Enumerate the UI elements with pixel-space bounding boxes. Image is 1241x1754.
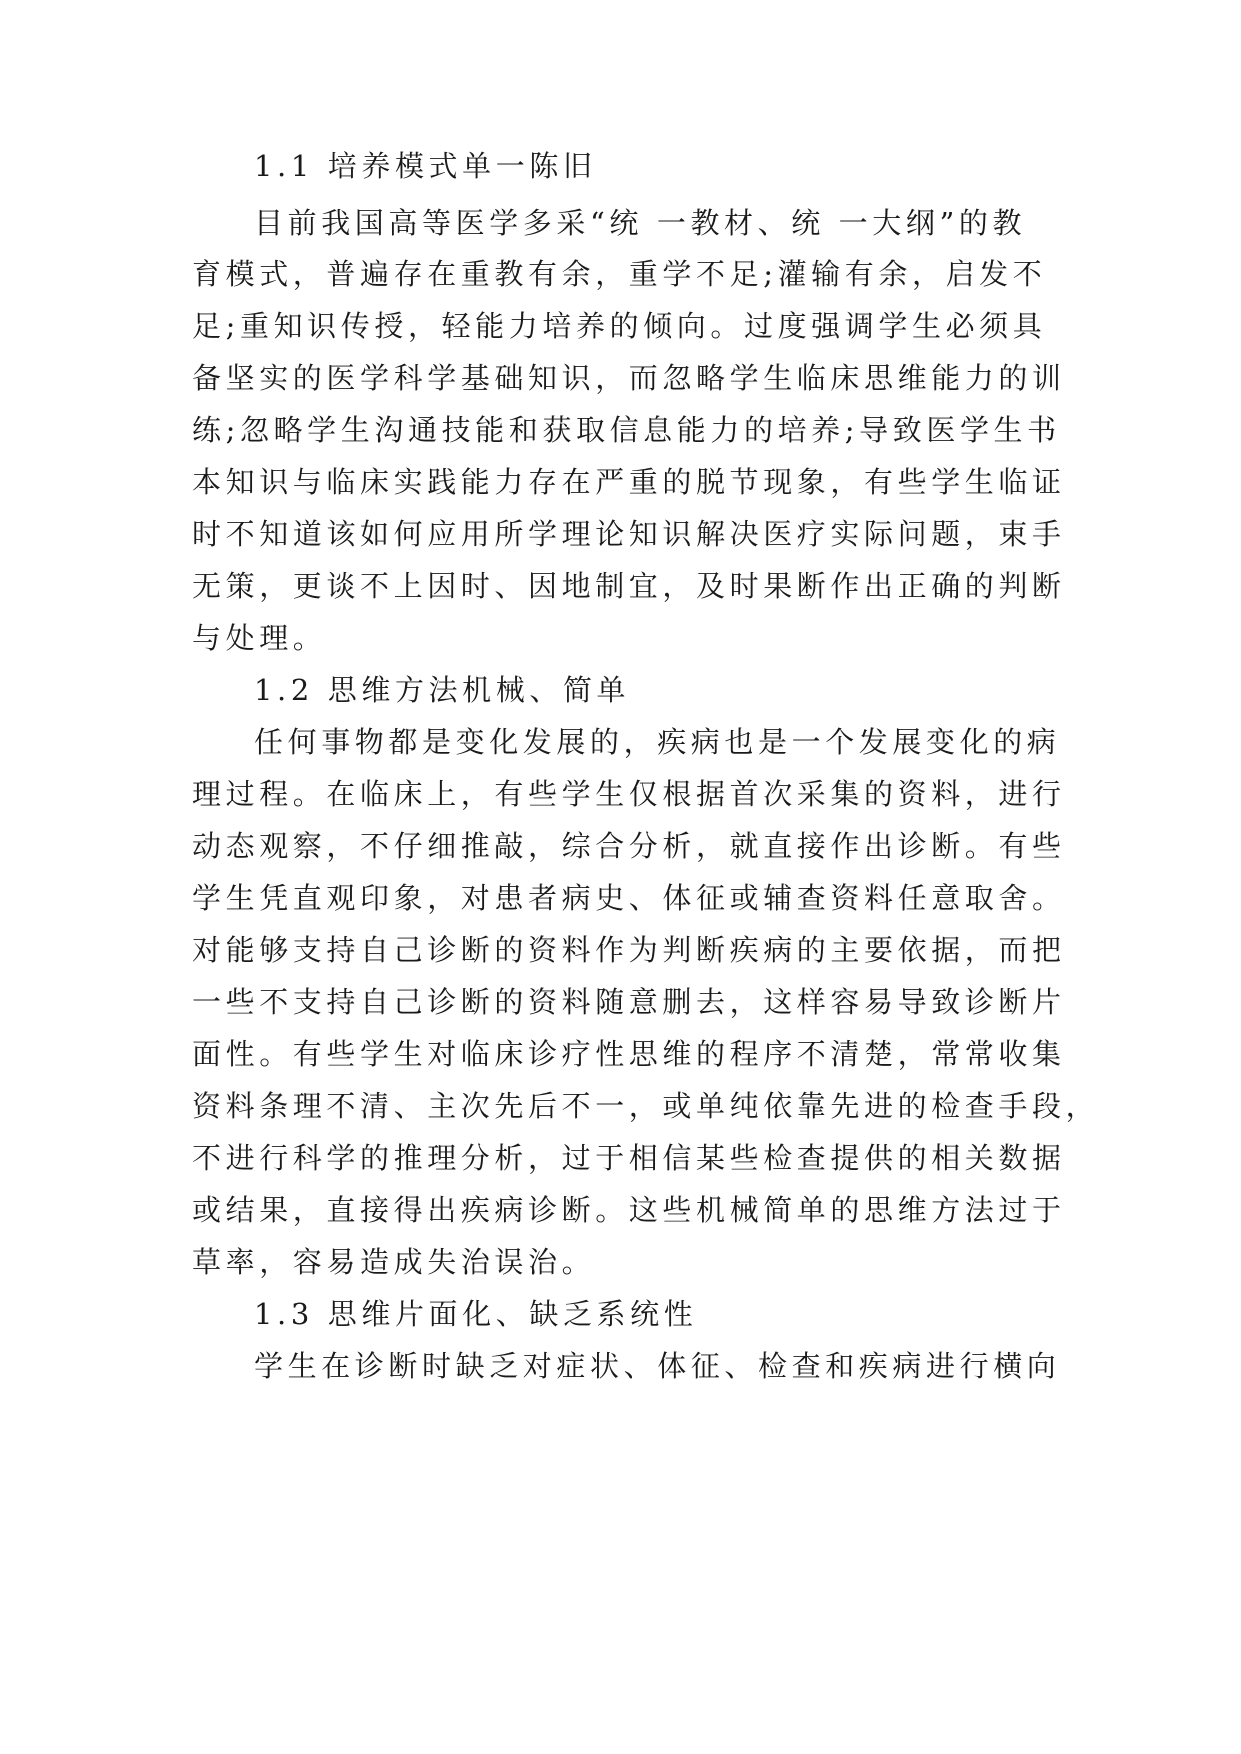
- paragraph-line: 不进行科学的推理分析，过于相信某些检查提供的相关数据: [192, 1141, 1066, 1175]
- paragraph-line: 备坚实的医学科学基础知识，而忽略学生临床思维能力的训: [192, 361, 1066, 395]
- paragraph-line: 育模式，普遍存在重教有余，重学不足;灌输有余，启发不: [192, 257, 1047, 291]
- paragraph-line: 或结果，直接得出疾病诊断。这些机械简单的思维方法过于: [192, 1193, 1066, 1227]
- section-heading-1-3: 1.3 思维片面化、缺乏系统性: [254, 1297, 698, 1331]
- paragraph-line: 动态观察，不仔细推敲，综合分析，就直接作出诊断。有些: [192, 829, 1066, 863]
- paragraph-line: 本知识与临床实践能力存在严重的脱节现象，有些学生临证: [192, 465, 1066, 499]
- paragraph-line: 对能够支持自己诊断的资料作为判断疾病的主要依据，而把: [192, 933, 1066, 967]
- paragraph-line: 资料条理不清、主次先后不一，或单纯依靠先进的检查手段，: [192, 1089, 1100, 1123]
- paragraph-line: 一些不支持自己诊断的资料随意删去，这样容易导致诊断片: [192, 985, 1066, 1019]
- paragraph-line: 学生凭直观印象，对患者病史、体征或辅查资料任意取舍。: [192, 881, 1066, 915]
- paragraph-line: 学生在诊断时缺乏对症状、体征、检查和疾病进行横向: [254, 1349, 1061, 1383]
- paragraph-line: 练;忽略学生沟通技能和获取信息能力的培养;导致医学生书: [192, 413, 1061, 447]
- paragraph-line: 足;重知识传授，轻能力培养的倾向。过度强调学生必须具: [192, 309, 1047, 343]
- paragraph-line: 任何事物都是变化发展的，疾病也是一个发展变化的病: [254, 725, 1061, 759]
- paragraph-line: 与处理。: [192, 621, 327, 655]
- paragraph-line: 草率，容易造成失治误治。: [192, 1245, 596, 1279]
- section-heading-1-2: 1.2 思维方法机械、简单: [254, 673, 631, 707]
- paragraph-line: 理过程。在临床上，有些学生仅根据首次采集的资料，进行: [192, 777, 1066, 811]
- paragraph-line: 无策，更谈不上因时、因地制宜，及时果断作出正确的判断: [192, 569, 1066, 603]
- paragraph-line: 目前我国高等医学多采“统 一教材、统 一大纲”的教: [254, 206, 1027, 240]
- paragraph-line: 时不知道该如何应用所学理论知识解决医疗实际问题，束手: [192, 517, 1066, 551]
- section-heading-1-1: 1.1 培养模式单一陈旧: [254, 149, 597, 183]
- paragraph-line: 面性。有些学生对临床诊疗性思维的程序不清楚，常常收集: [192, 1037, 1066, 1071]
